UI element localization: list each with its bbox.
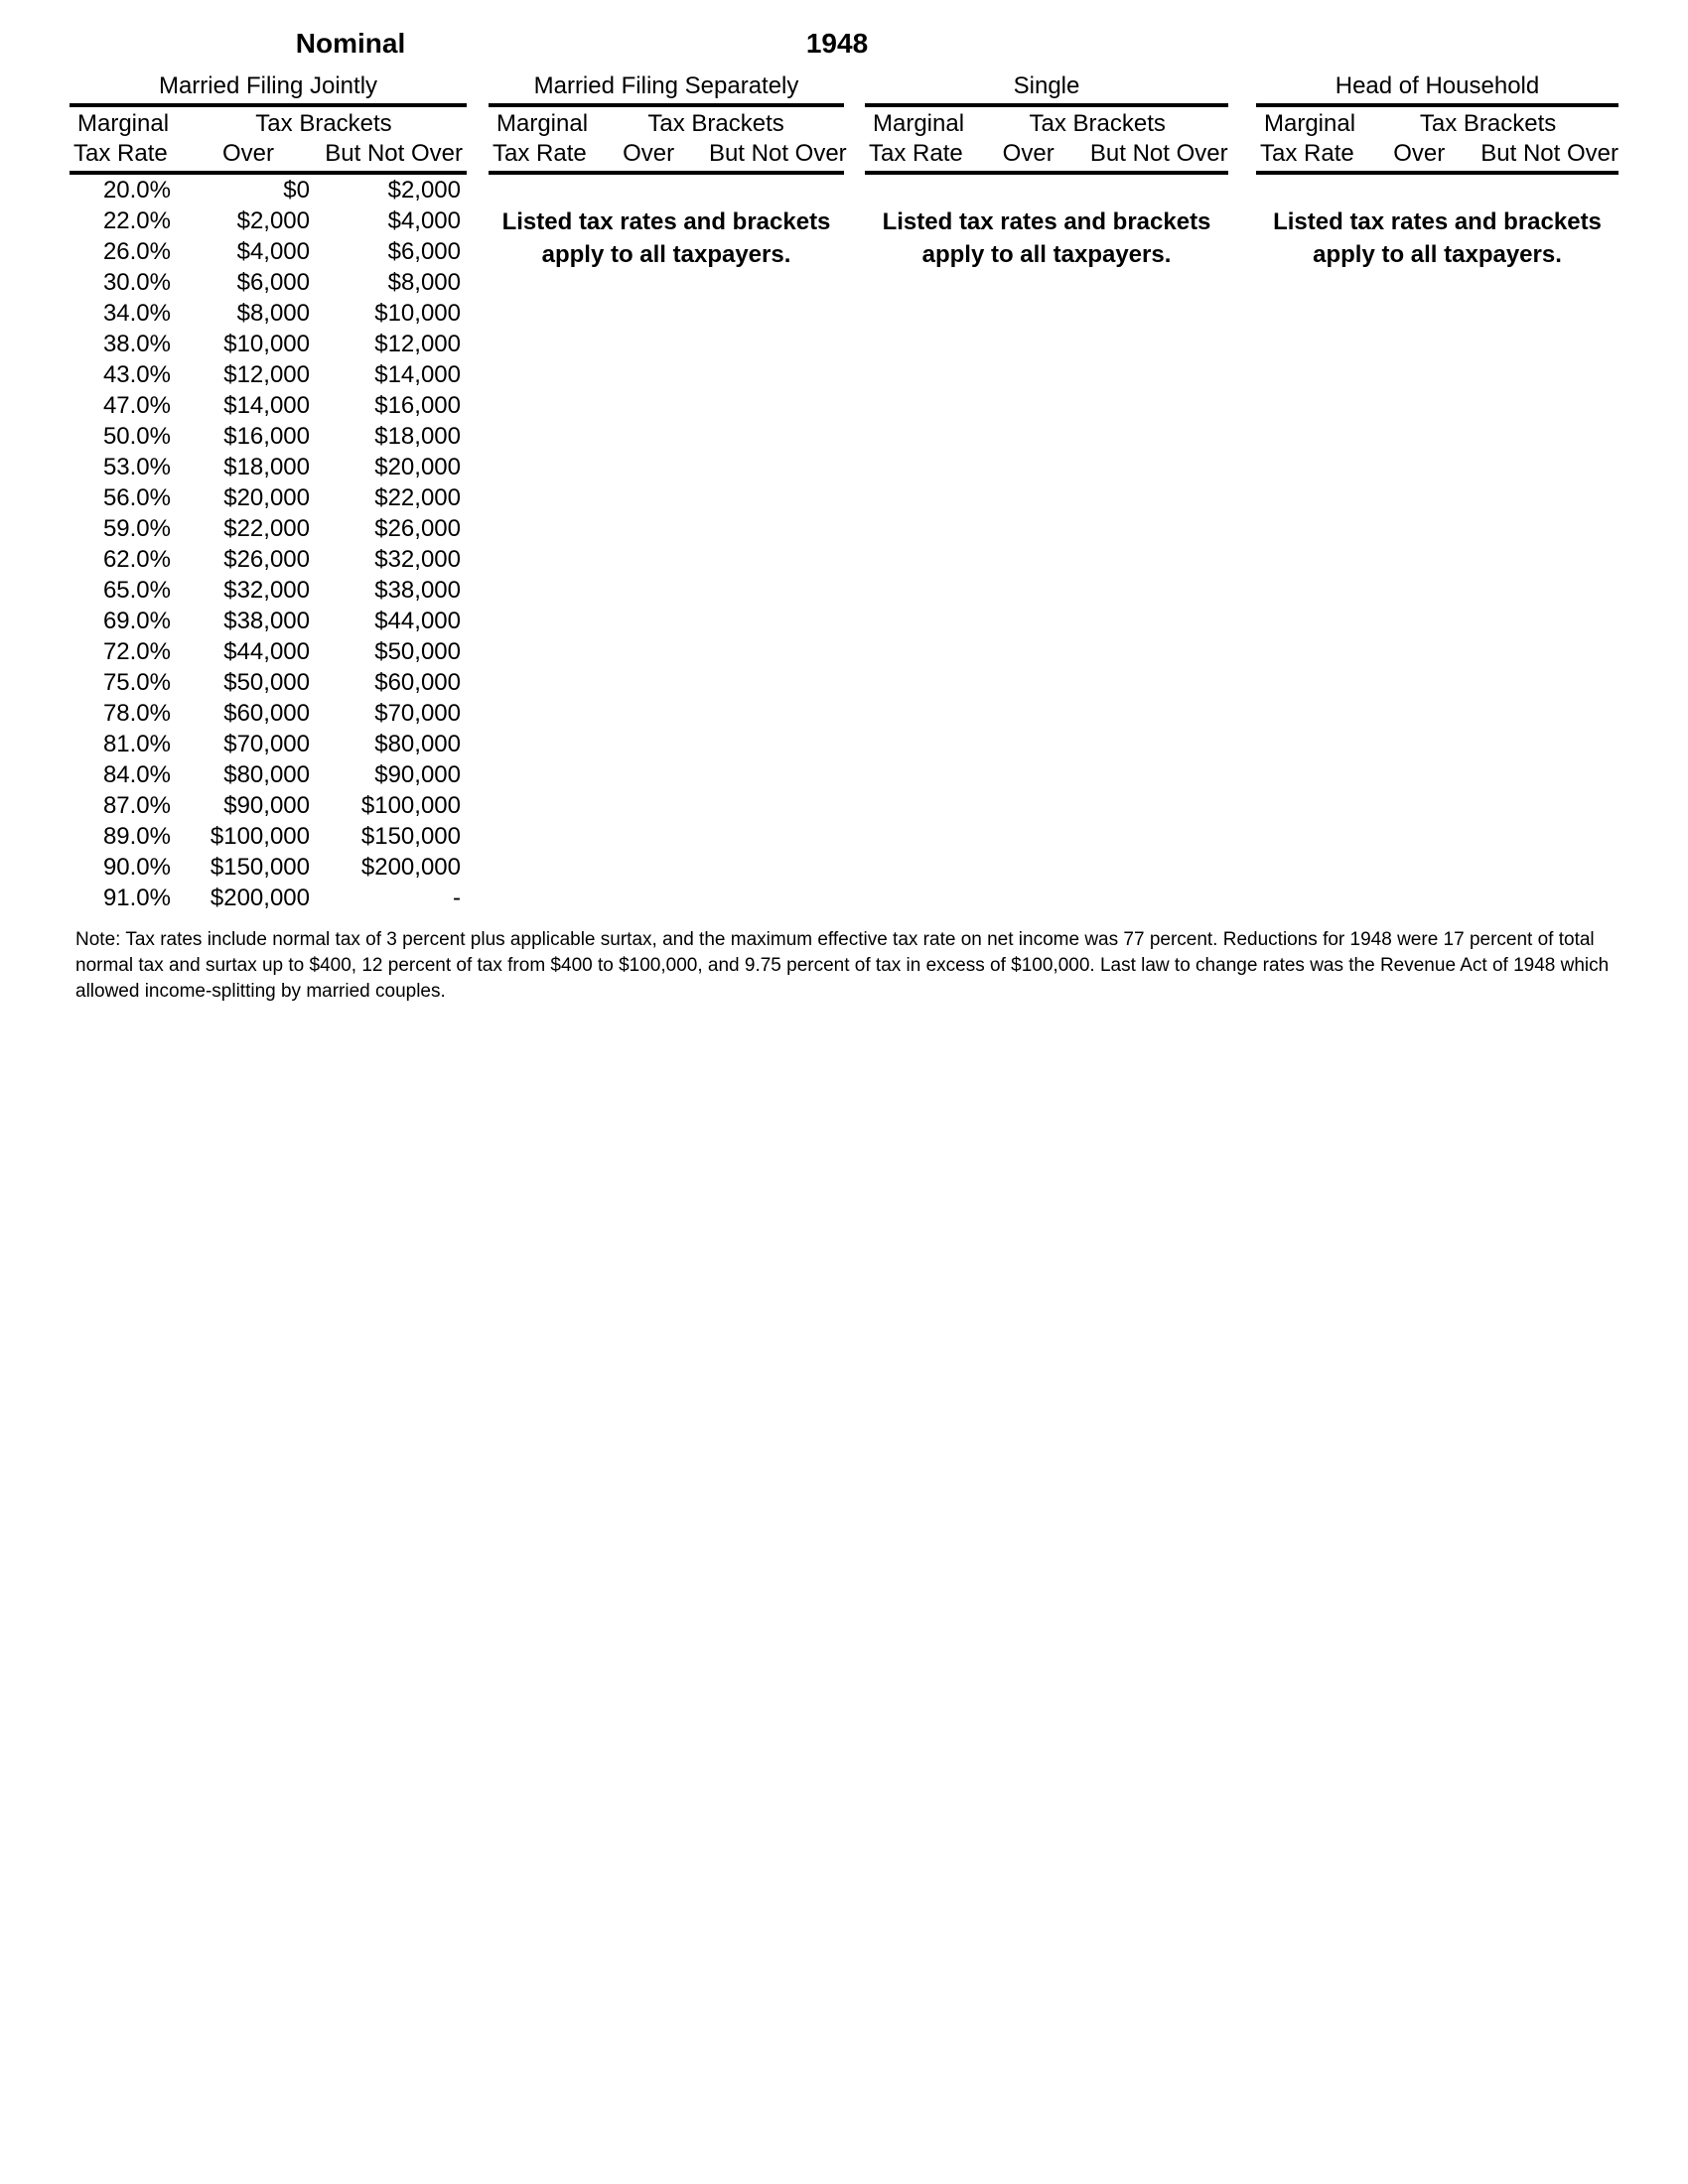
cell-but-not-over: $8,000 [387,269,461,296]
cell-but-not-over: $26,000 [374,515,461,542]
cell-over: $4,000 [236,238,310,265]
table-row [70,883,467,913]
header-group-row [70,109,467,139]
cell-but-not-over: $70,000 [374,700,461,727]
cell-marginal-tax-rate: 87.0% [102,792,171,819]
cell-marginal-tax-rate: 78.0% [102,700,171,727]
cell-but-not-over: $80,000 [374,731,461,757]
cell-over: $32,000 [223,577,310,604]
cell-but-not-over: $44,000 [374,608,461,634]
bracket-section-head-of-household [1256,71,1618,271]
table-row [70,329,467,359]
page-title: Nominal [295,28,406,59]
title-row [0,0,1688,64]
cell-over: $50,000 [223,669,310,696]
table-row [70,821,467,852]
message-line: Listed tax rates and brackets [1273,208,1602,235]
table-row [70,729,467,759]
cell-but-not-over: $10,000 [374,300,461,327]
header-over: Over [1393,140,1446,167]
cell-marginal-tax-rate: 56.0% [102,484,171,511]
cell-marginal-tax-rate: 43.0% [102,361,171,388]
header-marginal: Marginal [873,110,965,137]
cell-marginal-tax-rate: 72.0% [102,638,171,665]
footnote-line: Note: Tax rates include normal tax of 3 percent plus applicable surtax, and the maximum effective tax rate on net income was 77 percent. Reductions for 1948 were 17 percent of total [75,929,1595,950]
header-marginal: Marginal [496,110,589,137]
cell-over: $16,000 [223,423,310,450]
table-row [70,852,467,883]
cell-but-not-over: $16,000 [374,392,461,419]
header-over: Over [1002,140,1055,167]
table-row [70,205,467,236]
applies-to-all-message [1256,205,1618,271]
bracket-table-body [70,175,467,913]
year-title: 1948 [805,28,869,59]
cell-but-not-over: $100,000 [360,792,461,819]
bracket-section-married-filing-jointly [70,71,467,913]
table-row [70,636,467,667]
section-title: Married Filing Separately [489,71,844,107]
cell-over: $14,000 [223,392,310,419]
table-row [70,267,467,298]
cell-but-not-over: $14,000 [374,361,461,388]
message-line: Listed tax rates and brackets [501,208,831,235]
cell-over: $6,000 [236,269,310,296]
footnote [75,927,1618,1005]
cell-over: $80,000 [223,761,310,788]
cell-over: $150,000 [210,854,310,881]
section-title: Single [865,71,1228,107]
cell-over: $200,000 [210,885,310,911]
header-tax-brackets: Tax Brackets [647,110,784,137]
header-over: Over [221,140,274,167]
header-but-not-over: But Not Over [708,140,847,167]
cell-marginal-tax-rate: 75.0% [102,669,171,696]
bracket-section-married-filing-separately [489,71,847,271]
cell-marginal-tax-rate: 69.0% [102,608,171,634]
cell-but-not-over: $38,000 [374,577,461,604]
cell-but-not-over: $18,000 [374,423,461,450]
header-but-not-over: But Not Over [1480,140,1618,167]
table-row [70,175,467,205]
cell-over: $18,000 [223,454,310,480]
cell-over: $2,000 [236,207,310,234]
cell-over: $12,000 [223,361,310,388]
cell-over: $26,000 [223,546,310,573]
table-row [70,236,467,267]
filing-status-sections [70,71,1688,913]
header-tax-rate: Tax Rate [73,140,168,167]
cell-marginal-tax-rate: 34.0% [102,300,171,327]
cell-marginal-tax-rate: 84.0% [102,761,171,788]
header-tax-rate: Tax Rate [492,140,587,167]
cell-marginal-tax-rate: 26.0% [102,238,171,265]
cell-over: $8,000 [236,300,310,327]
cell-marginal-tax-rate: 90.0% [102,854,171,881]
cell-over: $0 [283,177,310,204]
table-row [70,298,467,329]
cell-marginal-tax-rate: 59.0% [102,515,171,542]
footnote-line: allowed income-splitting by married couples. [75,981,446,1002]
header-column-row [865,139,1228,175]
header-tax-brackets: Tax Brackets [255,110,392,137]
header-group-row [489,109,844,139]
message-line: apply to all taxpayers. [1313,241,1562,268]
message-line: apply to all taxpayers. [921,241,1172,268]
header-marginal: Marginal [1264,110,1356,137]
header-column-row [70,139,467,175]
section-title: Married Filing Jointly [70,71,467,107]
cell-over: $70,000 [223,731,310,757]
cell-but-not-over: $32,000 [374,546,461,573]
applies-to-all-message [865,205,1228,271]
table-row [70,667,467,698]
cell-over: $60,000 [223,700,310,727]
cell-marginal-tax-rate: 22.0% [102,207,171,234]
cell-over: $100,000 [210,823,310,850]
table-row [70,390,467,421]
header-tax-brackets: Tax Brackets [1029,110,1166,137]
cell-over: $44,000 [223,638,310,665]
footnote-line: normal tax and surtax up to $400, 12 percent of tax from $400 to $100,000, and 9.75 percent of tax in excess of $100,000. Last law to change rates was the Revenue Act of 1948 which [75,955,1610,976]
cell-marginal-tax-rate: 65.0% [102,577,171,604]
cell-marginal-tax-rate: 81.0% [102,731,171,757]
cell-over: $22,000 [223,515,310,542]
cell-but-not-over: $22,000 [374,484,461,511]
cell-but-not-over: $90,000 [374,761,461,788]
table-row [70,606,467,636]
applies-to-all-message [489,205,844,271]
header-group-row [1256,109,1618,139]
cell-over: $10,000 [223,331,310,357]
table-row [70,759,467,790]
message-line: apply to all taxpayers. [541,241,791,268]
table-row [70,513,467,544]
cell-over: $20,000 [223,484,310,511]
table-row [70,359,467,390]
table-row [70,421,467,452]
cell-but-not-over: $200,000 [360,854,461,881]
cell-marginal-tax-rate: 91.0% [102,885,171,911]
cell-marginal-tax-rate: 47.0% [102,392,171,419]
cell-marginal-tax-rate: 53.0% [102,454,171,480]
header-column-row [489,139,847,175]
bracket-section-single [865,71,1228,271]
header-tax-rate: Tax Rate [869,140,963,167]
table-row [70,544,467,575]
cell-over: $38,000 [223,608,310,634]
cell-but-not-over: - [453,885,461,911]
cell-marginal-tax-rate: 50.0% [102,423,171,450]
header-group-row [865,109,1228,139]
table-row [70,575,467,606]
table-row [70,790,467,821]
header-column-row [1256,139,1618,175]
table-row [70,452,467,482]
cell-marginal-tax-rate: 38.0% [102,331,171,357]
cell-but-not-over: $150,000 [360,823,461,850]
cell-but-not-over: $2,000 [387,177,461,204]
cell-over: $90,000 [223,792,310,819]
cell-but-not-over: $60,000 [374,669,461,696]
table-row [70,698,467,729]
header-tax-rate: Tax Rate [1260,140,1354,167]
header-over: Over [623,140,675,167]
cell-but-not-over: $4,000 [387,207,461,234]
table-row [70,482,467,513]
cell-marginal-tax-rate: 89.0% [102,823,171,850]
header-but-not-over: But Not Over [325,140,463,167]
header-tax-brackets: Tax Brackets [1419,110,1557,137]
cell-marginal-tax-rate: 20.0% [102,177,171,204]
cell-but-not-over: $50,000 [374,638,461,665]
tax-table-page [0,0,1688,1005]
header-but-not-over: But Not Over [1089,140,1228,167]
cell-but-not-over: $20,000 [374,454,461,480]
cell-but-not-over: $12,000 [374,331,461,357]
cell-marginal-tax-rate: 62.0% [102,546,171,573]
message-line: Listed tax rates and brackets [882,208,1211,235]
section-title: Head of Household [1256,71,1618,107]
cell-marginal-tax-rate: 30.0% [102,269,171,296]
cell-but-not-over: $6,000 [387,238,461,265]
header-marginal: Marginal [77,110,170,137]
